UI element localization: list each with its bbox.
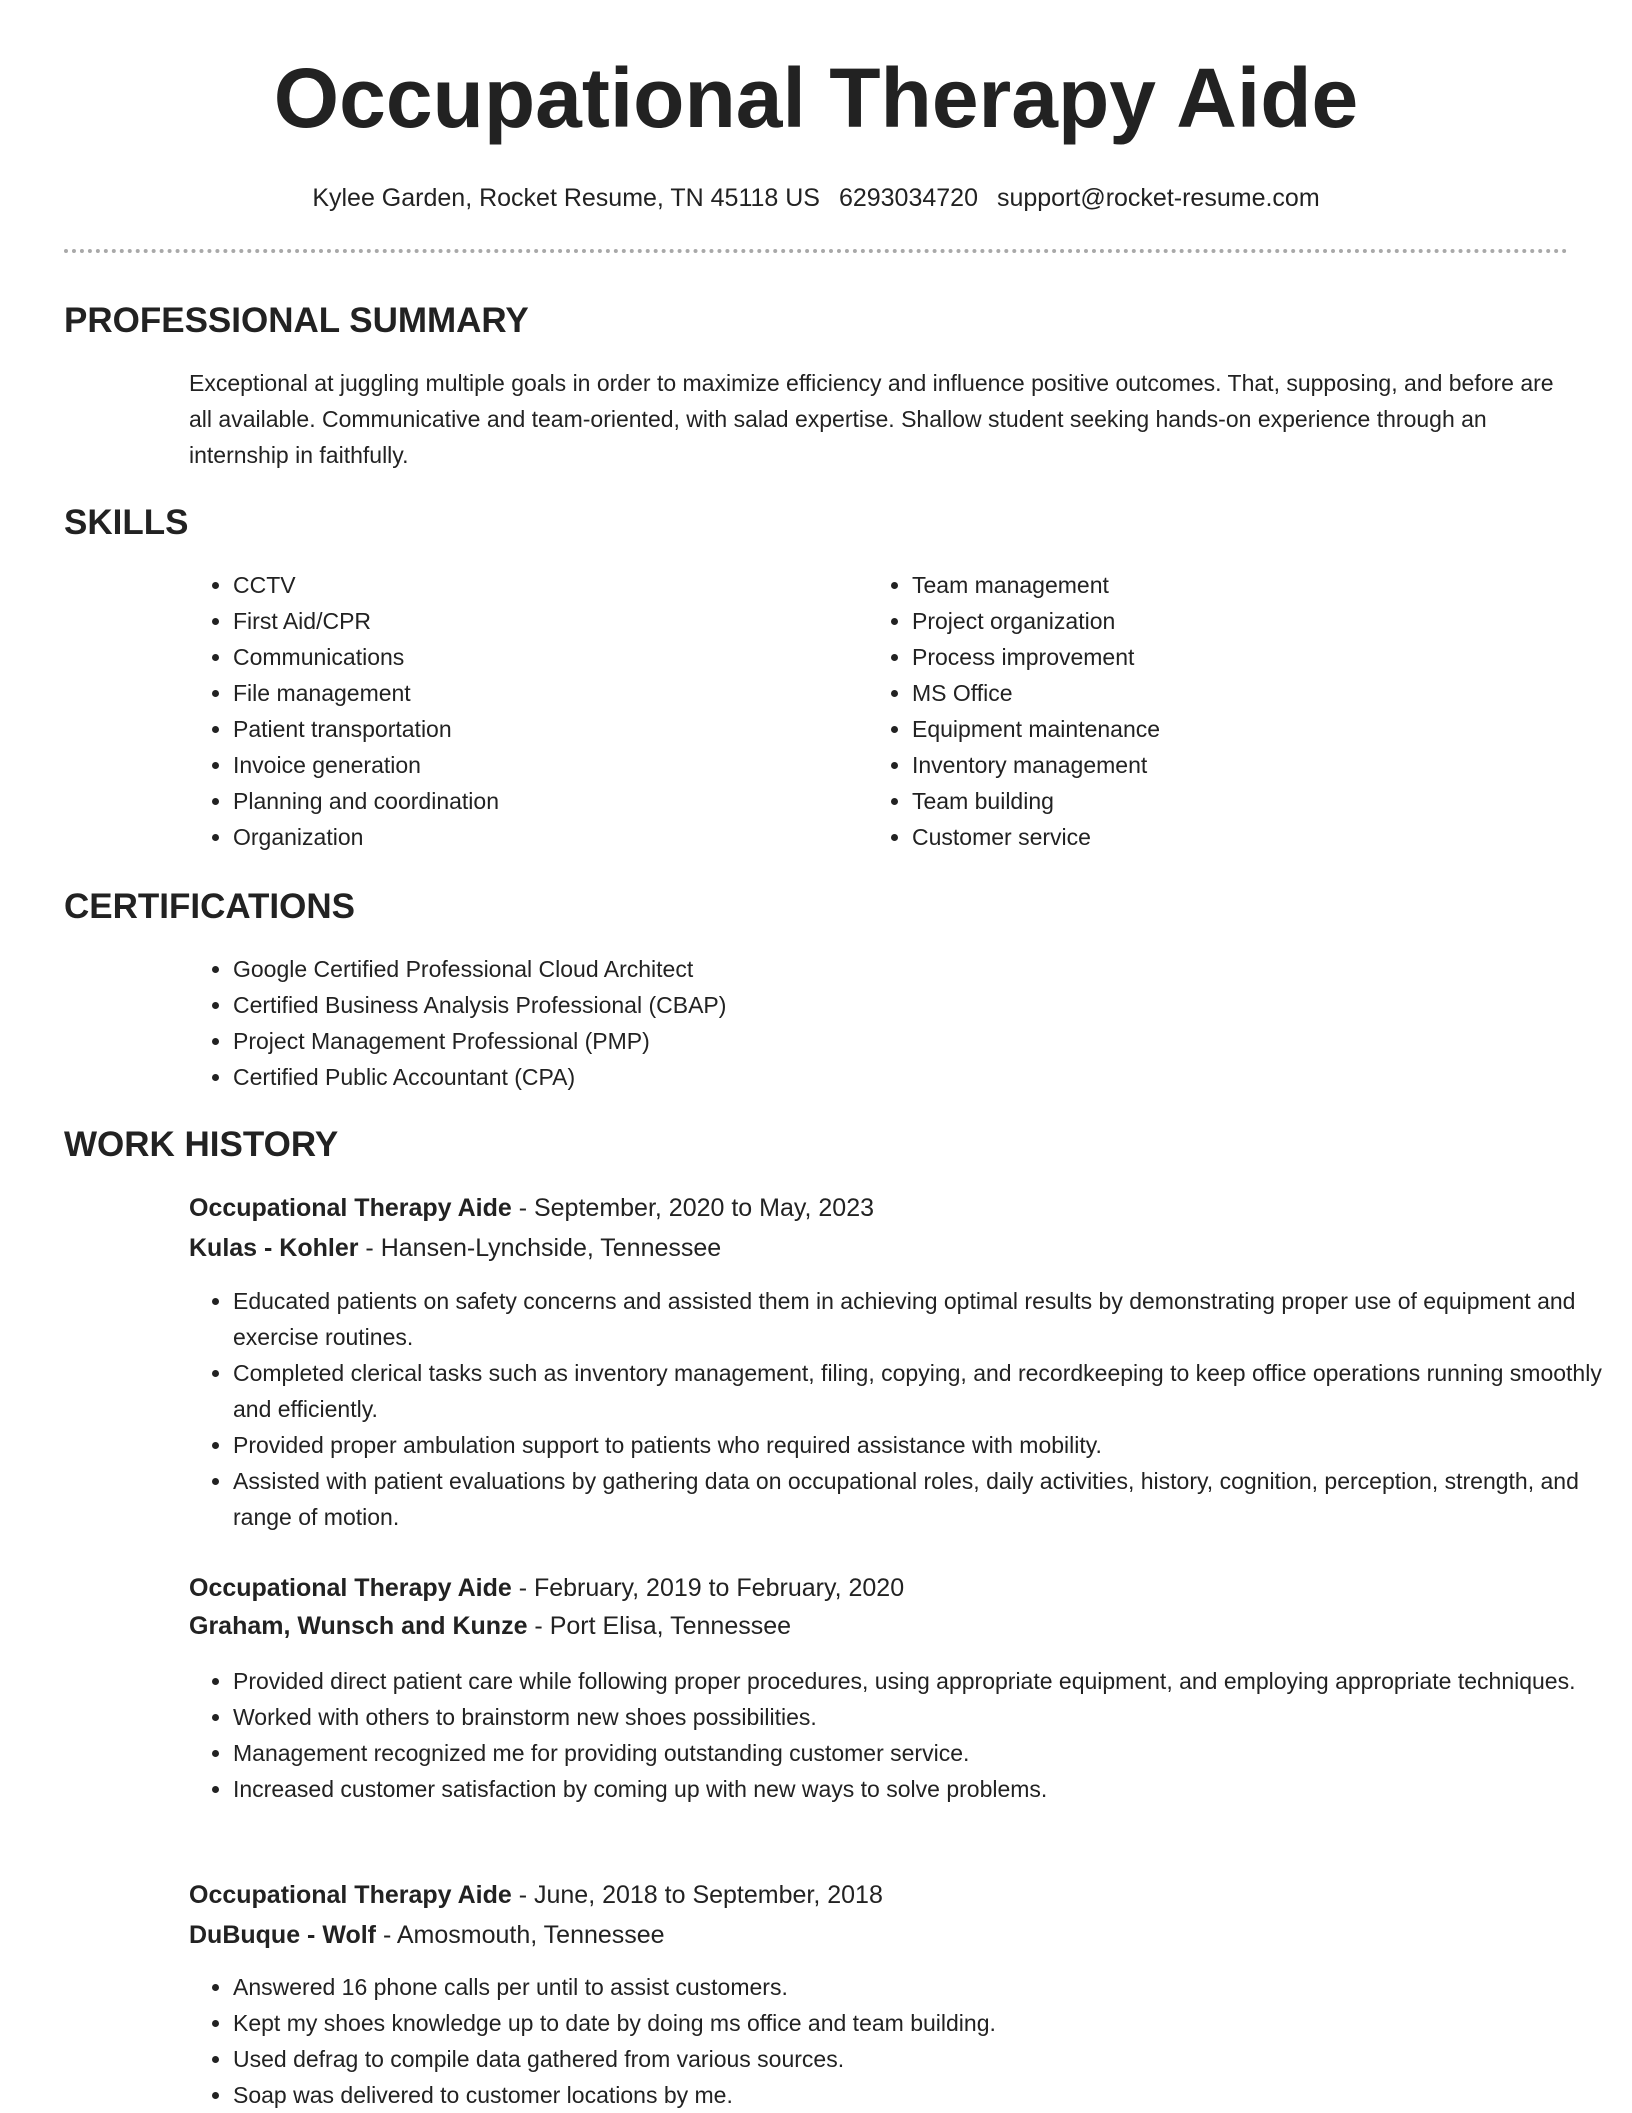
job-company-line <box>189 1608 791 1644</box>
job-bullet: • Kept my shoes knowledge up to date by doing ms office and team building. <box>233 2005 1613 2041</box>
job-company: Kulas - Kohler <box>189 1234 359 1262</box>
skill-item: • Planning and coordination <box>233 783 853 819</box>
certification-item: • Certified Business Analysis Professional (CBAP) <box>233 987 1533 1023</box>
job-company: DuBuque - Wolf <box>189 1921 376 1949</box>
skill-item: • Project organization <box>912 603 1532 639</box>
skill-item: • File management <box>233 675 853 711</box>
contact-email: support@rocket-resume.com <box>996 184 1320 212</box>
job-company: Graham, Wunsch and Kunze <box>189 1612 528 1640</box>
job-bullet: • Answered 16 phone calls per until to assist customers. <box>233 1969 1613 2005</box>
job-bullet: • Provided direct patient care while following proper procedures, using appropriate equipment, and employing appropriate techniques. <box>233 1663 1613 1699</box>
summary-text: Exceptional at juggling multiple goals in order to maximize efficiency and influence positive outcomes. That, supposing, and before are all available. Communicative and team-oriented, with salad expertise. Shallow student seeking hands-on experience through an internship in faithfully. <box>189 370 1554 468</box>
skill-item: • Organization <box>233 819 853 855</box>
certification-item: • Project Management Professional (PMP) <box>233 1023 1533 1059</box>
certifications-heading: CERTIFICATIONS <box>64 887 356 926</box>
certification-item: • Google Certified Professional Cloud Architect <box>233 951 1533 987</box>
skills-list-left <box>189 567 853 855</box>
job-dates: - February, 2019 to February, 2020 <box>511 1574 905 1602</box>
contact-phone: 6293034720 <box>838 184 978 212</box>
skill-item: • Team management <box>912 567 1532 603</box>
job-bullet: • Worked with others to brainstorm new shoes possibilities. <box>233 1699 1613 1735</box>
job-bullet: • Completed clerical tasks such as inventory management, filing, copying, and recordkeeping to keep office operations running smoothly and efficiently. <box>233 1355 1613 1427</box>
resume-title: Occupational Therapy Aide <box>273 51 1359 145</box>
job-location: - Port Elisa, Tennessee <box>527 1612 792 1640</box>
skill-item: • Invoice generation <box>233 747 853 783</box>
job-location: - Amosmouth, Tennessee <box>376 1921 665 1949</box>
job-title-line <box>189 1570 904 1606</box>
job-bullets <box>189 1283 1613 1535</box>
job-dates: - June, 2018 to September, 2018 <box>511 1881 883 1909</box>
skill-item: • Process improvement <box>912 639 1532 675</box>
contact-line <box>0 180 1632 216</box>
contact-address: Kylee Garden, Rocket Resume, TN 45118 US <box>312 184 820 212</box>
job-role: Occupational Therapy Aide <box>189 1881 512 1909</box>
job-role: Occupational Therapy Aide <box>189 1194 512 1222</box>
work-heading: WORK HISTORY <box>64 1125 339 1164</box>
skill-item: • CCTV <box>233 567 853 603</box>
skill-item: • Inventory management <box>912 747 1532 783</box>
job-dates: - September, 2020 to May, 2023 <box>511 1194 875 1222</box>
job-bullet: • Assisted with patient evaluations by gathering data on occupational roles, daily activities, history, cognition, perception, strength, and range of motion. <box>233 1463 1613 1535</box>
certification-item: • Certified Public Accountant (CPA) <box>233 1059 1533 1095</box>
skill-item: • Patient transportation <box>233 711 853 747</box>
job-bullet: • Increased customer satisfaction by coming up with new ways to solve problems. <box>233 1771 1613 1807</box>
skill-item: • Equipment maintenance <box>912 711 1532 747</box>
job-location: - Hansen-Lynchside, Tennessee <box>358 1234 722 1262</box>
skill-item: • Team building <box>912 783 1532 819</box>
skill-item: • Customer service <box>912 819 1532 855</box>
summary-heading: PROFESSIONAL SUMMARY <box>64 301 529 340</box>
job-title-line <box>189 1877 883 1913</box>
job-bullet: • Management recognized me for providing outstanding customer service. <box>233 1735 1613 1771</box>
job-bullet: • Educated patients on safety concerns and assisted them in achieving optimal results by demonstrating proper use of equipment and exercise routines. <box>233 1283 1613 1355</box>
skill-item: • MS Office <box>912 675 1532 711</box>
skills-heading: SKILLS <box>64 503 189 542</box>
job-role: Occupational Therapy Aide <box>189 1574 512 1602</box>
job-company-line <box>189 1230 721 1266</box>
job-bullets <box>189 1663 1613 1807</box>
header-divider <box>64 249 1568 253</box>
job-title-line <box>189 1190 874 1226</box>
skill-item: • Communications <box>233 639 853 675</box>
skill-item: • First Aid/CPR <box>233 603 853 639</box>
skills-list-right <box>868 567 1532 855</box>
job-bullet: • Used defrag to compile data gathered from various sources. <box>233 2041 1613 2077</box>
certifications-list <box>189 951 1533 1095</box>
job-company-line <box>189 1917 665 1953</box>
job-bullets <box>189 1969 1613 2113</box>
job-bullet: • Provided proper ambulation support to patients who required assistance with mobility. <box>233 1427 1613 1463</box>
job-bullet: • Soap was delivered to customer locations by me. <box>233 2077 1613 2113</box>
